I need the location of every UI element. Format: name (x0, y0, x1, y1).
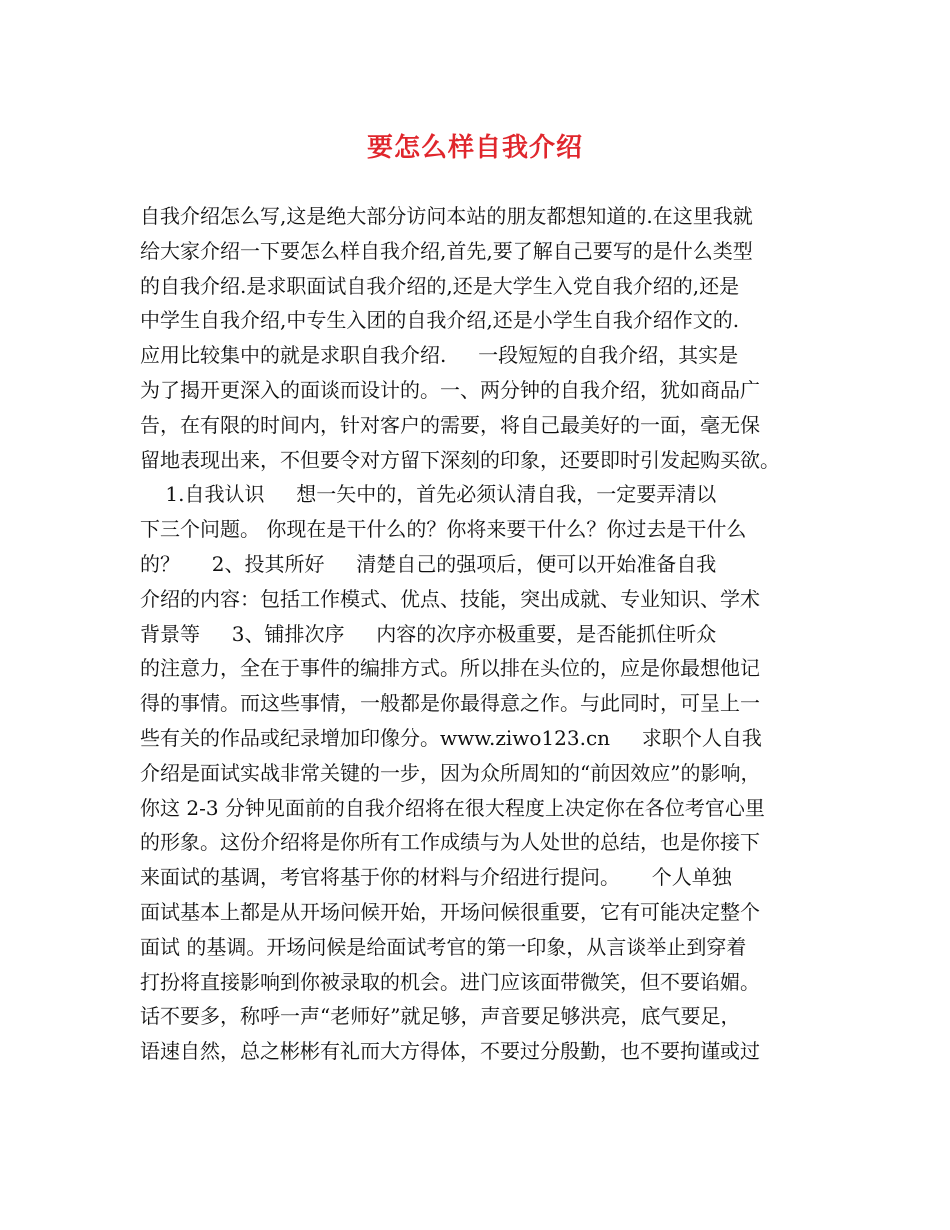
paragraph-line: 背景等 3、铺排次序 内容的次序亦极重要，是否能抓住听众 (140, 621, 717, 646)
paragraph-line: 留地表现出来，不但要令对方留下深刻的印象，还要即时引发起购买欲。 (140, 447, 780, 472)
paragraph-line: 为了揭开更深入的面谈而设计的。一、两分钟的自我介绍，犹如商品广 (140, 377, 760, 402)
paragraph-line: 给大家介绍一下要怎么样自我介绍,首先,要了解自己要写的是什么类型 (140, 238, 753, 263)
paragraph-line: 些有关的作品或纪录增加印像分。www.ziwo123.cn 求职个人自我 (140, 725, 762, 750)
paragraph-line: 的形象。这份介绍将是你所有工作成绩与为人处世的总结，也是你接下 (140, 830, 760, 855)
paragraph-line: 的？ 2、投其所好 清楚自己的强项后，便可以开始准备自我 (140, 551, 717, 576)
paragraph-line: 介绍的内容：包括工作模式、优点、技能，突出成就、专业知识、学术 (140, 586, 760, 611)
paragraph-line: 告，在有限的时间内，针对客户的需要，将自己最美好的一面，毫无保 (140, 412, 760, 437)
paragraph-line: 的自我介绍.是求职面试自我介绍的,还是大学生入党自我介绍的,还是 (140, 273, 740, 298)
paragraph-line: 面试 的基调。开场问候是给面试考官的第一印象，从言谈举止到穿着 (140, 934, 747, 959)
paragraph-line: 1.自我认识 想一矢中的，首先必须认清自我，一定要弄清以 (140, 482, 717, 507)
paragraph-line: 得的事情。而这些事情，一般都是你最得意之作。与此同时，可呈上一 (140, 691, 760, 716)
paragraph-line: 打扮将直接影响到你被录取的机会。进门应该面带微笑，但不要谄媚。 (140, 969, 760, 994)
paragraph-line: 下三个问题。 你现在是干什么的？你将来要干什么？你过去是干什么 (140, 517, 747, 542)
paragraph-line: 自我介绍怎么写,这是绝大部分访问本站的朋友都想知道的.在这里我就 (140, 204, 753, 228)
page-title: 要怎么样自我介绍 (366, 133, 583, 163)
paragraph-line: 来面试的基调，考官将基于你的材料与介绍进行提问。 个人单独 (140, 865, 732, 890)
paragraph-line: 你这 2-3 分钟见面前的自我介绍将在很大程度上决定你在各位考官心里 (140, 795, 765, 820)
paragraph-line: 介绍是面试实战非常关键的一步，因为众所周知的“前因效应”的影响， (140, 760, 761, 785)
paragraph-line: 应用比较集中的就是求职自我介绍. 一段短短的自我介绍，其实是 (140, 343, 739, 368)
paragraph-line: 话不要多，称呼一声“老师好”就足够，声音要足够洪亮，底气要足， (140, 1004, 741, 1029)
paragraph-line: 中学生自我介绍,中专生入团的自我介绍,还是小学生自我介绍作文的. (140, 308, 740, 333)
paragraph-line: 语速自然，总之彬彬有礼而大方得体，不要过分殷勤，也不要拘谨或过 (140, 1039, 760, 1064)
body-text (140, 199, 820, 1069)
paragraph-line: 面试基本上都是从开场问候开始，开场问候很重要，它有可能决定整个 (140, 899, 760, 924)
paragraph-line: 的注意力，全在于事件的编排方式。所以排在头位的，应是你最想他记 (140, 656, 760, 681)
